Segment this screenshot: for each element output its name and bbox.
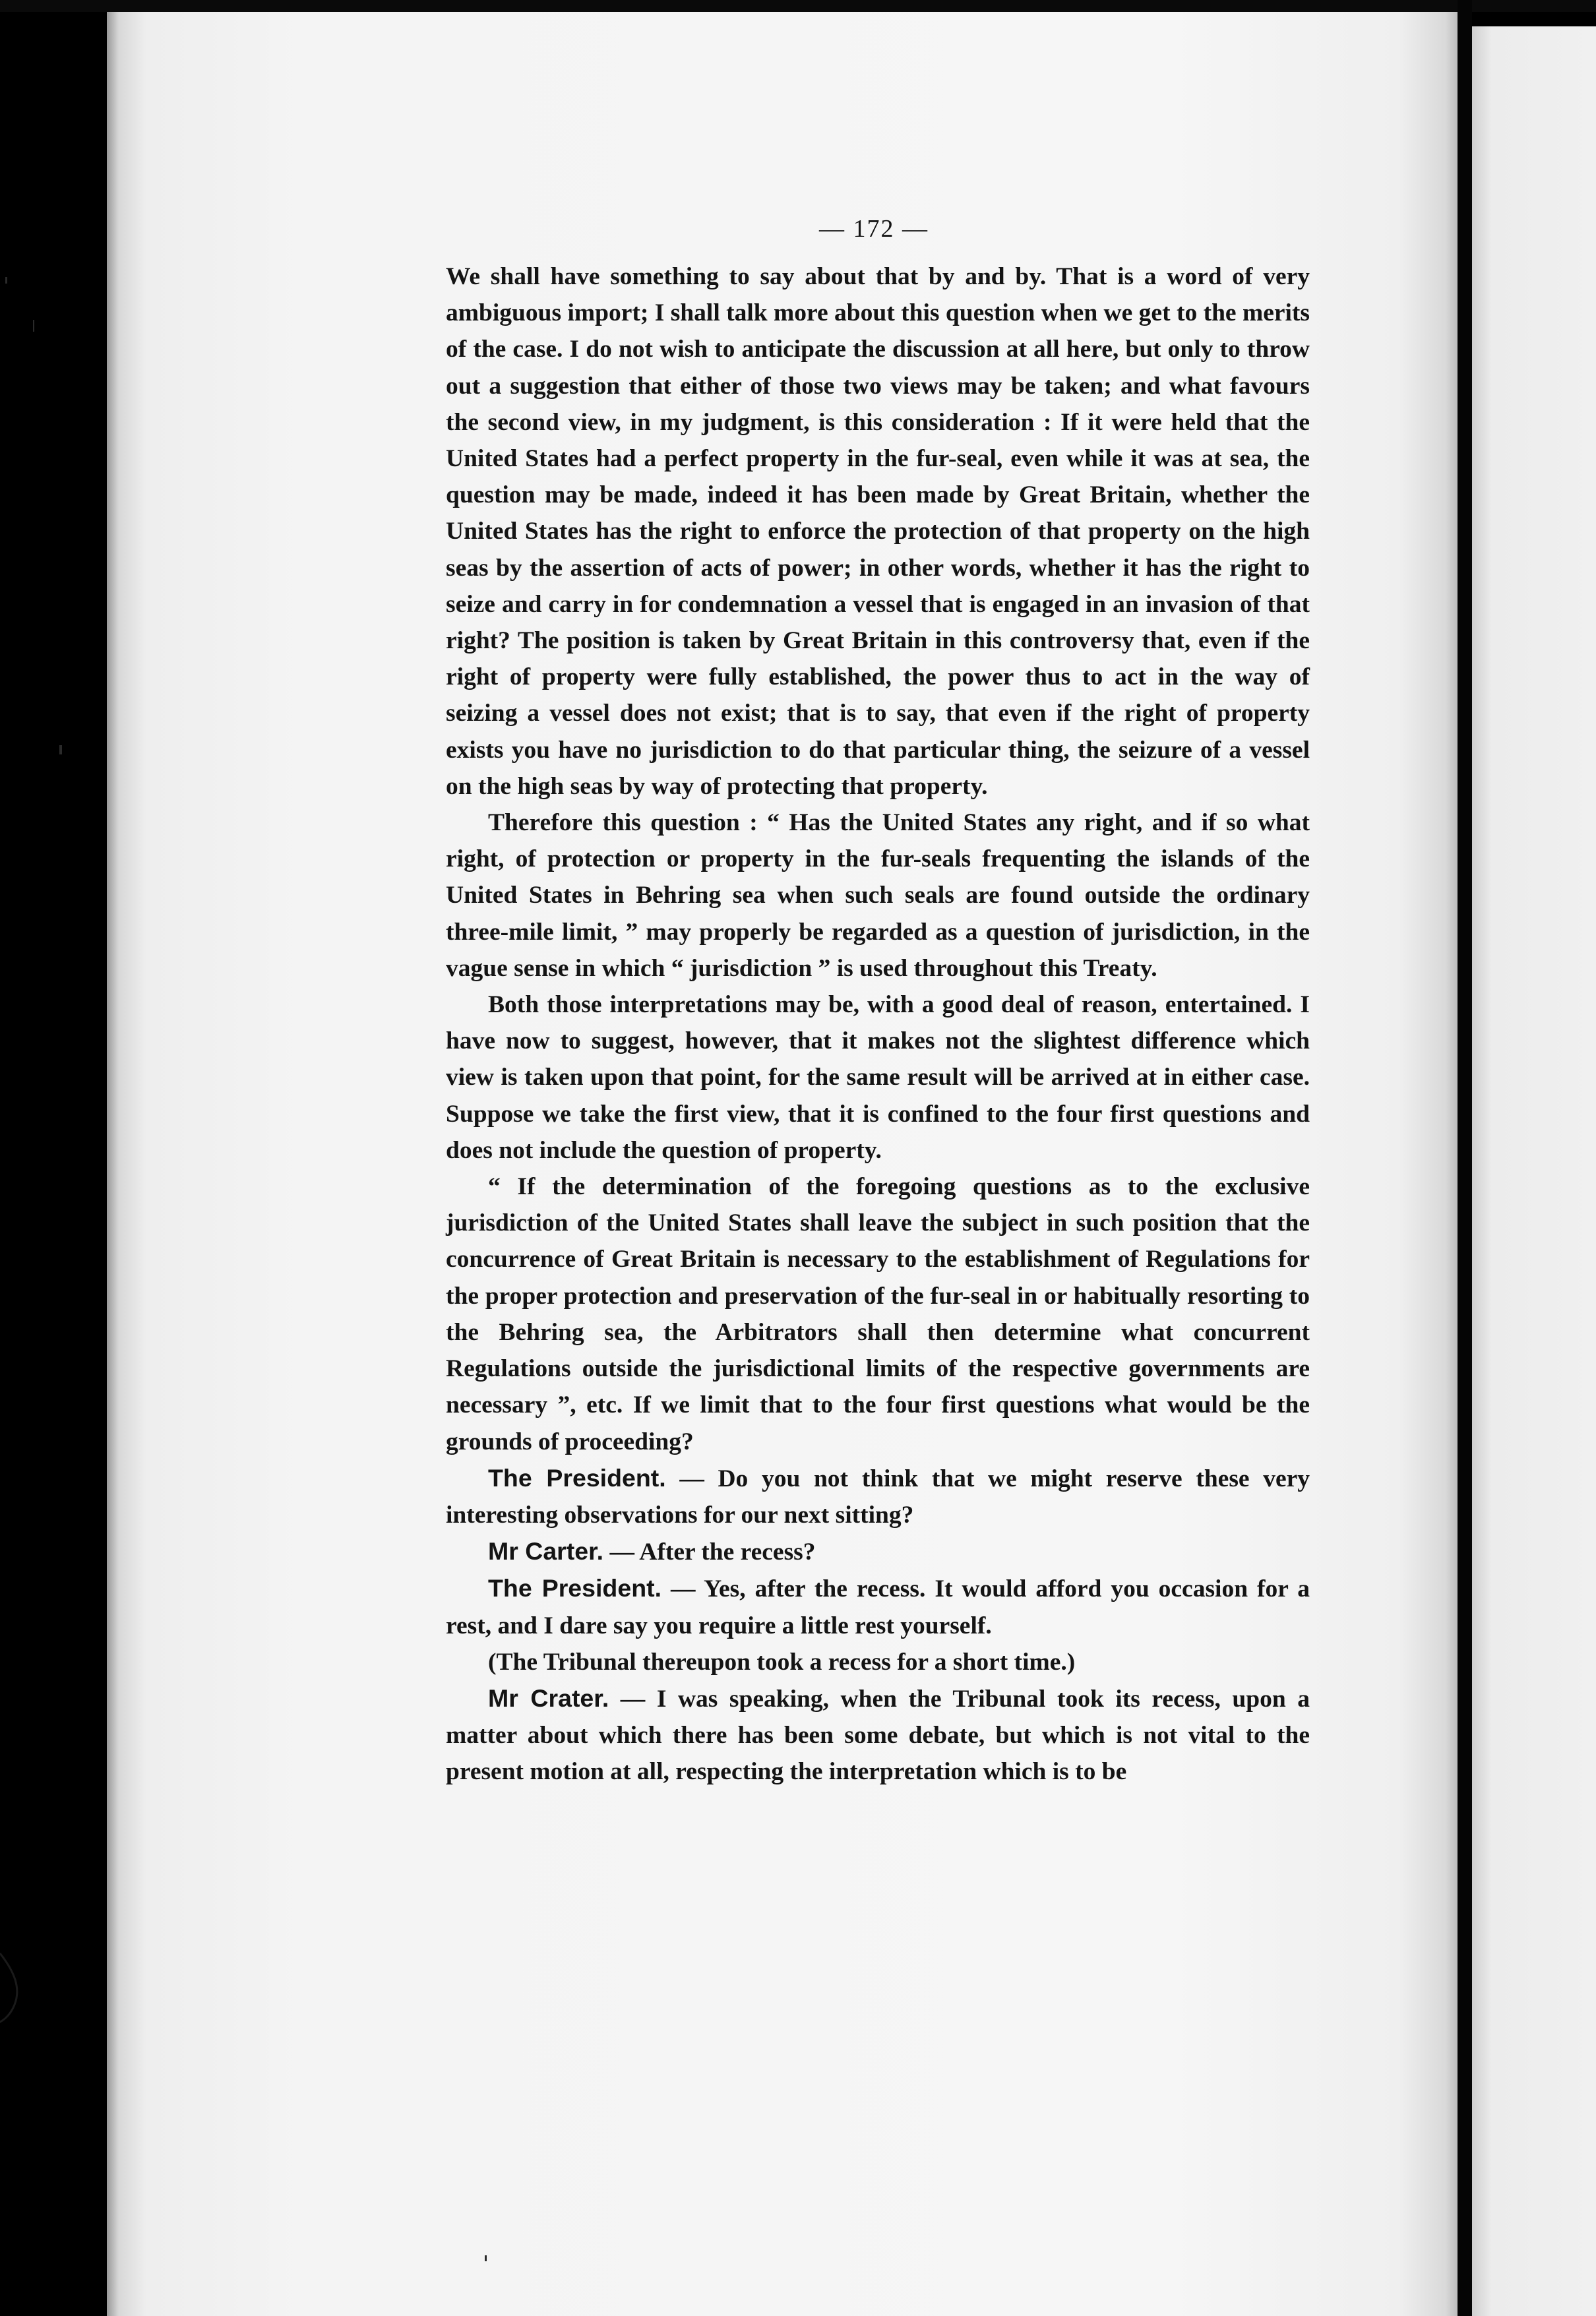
scan-speck (33, 320, 34, 332)
speaker-name: The President. (488, 1463, 666, 1492)
paragraph: Therefore this question : “ Has the United States any right, and if so what right, of protection or property in the fur-seals frequenting the islands of the United States in Behring sea when such seals are found outside the ordinary three-mile limit, ” may properly be regarded as a question of jurisdiction, in the vague sense in which “ jurisdiction ” is used throughout this Treaty. (446, 809, 1310, 982)
dialogue-line (446, 1680, 1310, 1790)
dialogue-line (446, 1570, 1310, 1643)
scan-edge-artifact (0, 1952, 32, 2025)
dialogue-line (446, 1460, 1310, 1533)
page-gutter (1458, 0, 1472, 2316)
speaker-name: Mr Carter. (488, 1537, 604, 1566)
scan-speck (59, 745, 62, 754)
dialogue-line (446, 1533, 1310, 1570)
dialogue-text: — Yes, after the recess. It would afford you occasion for a rest, and I dare say you require a little rest yourself. (446, 1575, 1310, 1639)
scan-speck (485, 2255, 487, 2261)
speaker-name: Mr Crater. (488, 1684, 609, 1712)
paragraph: We shall have something to say about that by and by. That is a word of very ambiguous import; I shall talk more about this question when we get to the merits of the case. I do not wish to anticipate the discussion at all here, but only to throw out a suggestion that either of those two views may be taken; and what favours the second view, in my judgment, is this consideration : If it were held that the United States had a perfect property in the fur-seal, even while it was at sea, the question may be made, indeed it has been made by Great Britain, whether the United States has the right to enforce the protection of that property on the high seas by the assertion of acts of power; in other words, whether it has the right to seize and carry in for condemnation a vessel that is engaged in an invasion of that right? The position is taken by Great Britain in this controversy that, even if the right of property were fully established, the power thus to act in the way of seizing a vessel does not exist; that is to say, that even if the right of property exists you have no jurisdiction to do that particular thing, the seizure of a vessel on the high seas by way of protecting that property. (446, 263, 1310, 800)
adjacent-page-edge (1472, 26, 1596, 2316)
page-number: — 172 — (819, 215, 929, 243)
stage-direction: (The Tribunal thereupon took a recess for a short time.) (488, 1648, 1076, 1676)
dialogue-text: — Do you not think that we might reserve these very interesting observations for our next sitting? (446, 1465, 1310, 1529)
paragraph: Both those interpretations may be, with a good deal of reason, entertained. I have now to suggest, however, that it makes not the slightest difference which view is taken upon that point, for the same result will be arrived at in either case. Suppose we take the first view, that it is confined to the four first questions and does not include the question of property. (446, 991, 1310, 1164)
scan-border-top (0, 0, 1596, 12)
paragraph: “ If the determination of the foregoing questions as to the exclusive jurisdiction of the United States shall leave the subject in such position that the concurrence of Great Britain is necessary to the establishment of Regulations for the proper protection and preservation of the fur-seal in or habitually resorting to the Behring sea, the Arbitrators shall then determine what concurrent Regulations outside the jurisdictional limits of the respective governments are necessary ”, etc. If we limit that to the four first questions what would be the grounds of proceeding? (446, 1173, 1310, 1455)
dialogue-text: — I was speaking, when the Tribunal took its recess, upon a matter about which there has been some debate, but which is not vital to the present motion at all, respecting the interpretation which is to be (446, 1685, 1310, 1786)
speaker-name: The President. (488, 1574, 662, 1602)
body-text (446, 259, 1310, 1790)
dialogue-text: — After the recess? (609, 1539, 816, 1566)
scan-speck (5, 277, 7, 284)
